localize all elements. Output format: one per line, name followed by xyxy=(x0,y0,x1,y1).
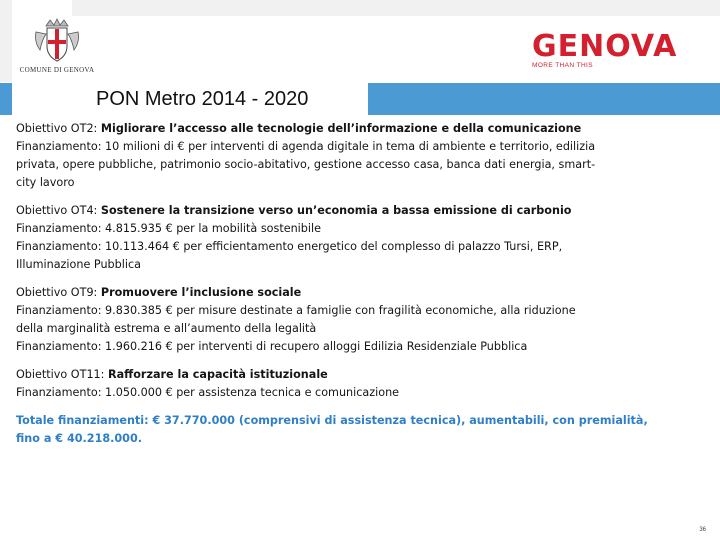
total-funding-line: fino a € 40.218.000. xyxy=(16,432,142,445)
section-ot2 xyxy=(16,120,690,192)
genova-brand-logo xyxy=(532,29,702,72)
objective-label: Obiettivo OT2: xyxy=(16,122,101,135)
left-decorative-bar xyxy=(0,0,12,82)
slide-title: PON Metro 2014 - 2020 xyxy=(96,88,309,110)
section-ot4 xyxy=(16,202,690,274)
objective-heading: Sostenere la transizione verso un’economia a bassa emissione di carbonio xyxy=(100,204,572,217)
objective-line xyxy=(16,366,690,384)
funding-line: Finanziamento: 1.050.000 € per assistenza tecnica e comunicazione xyxy=(16,386,400,399)
objective-line xyxy=(16,202,690,220)
objective-heading: Promuovere l’inclusione sociale xyxy=(100,286,302,299)
funding-line: Finanziamento: 10.113.464 € per efficientamento energetico del complesso di palazzo Tursi, ERP, xyxy=(16,240,563,253)
objective-heading: Migliorare l’accesso alle tecnologie dell’informazione e della comunicazione xyxy=(100,122,582,135)
genova-logo-word: GENOVA xyxy=(532,29,678,64)
genova-logo-tagline: MORE THAN THIS xyxy=(532,62,593,69)
total-funding-line: Totale finanziamenti: € 37.770.000 (comprensivi di assistenza tecnica), aumentabili, con premialità, xyxy=(16,414,648,427)
funding-line: della marginalità estrema e all’aumento della legalità xyxy=(16,322,317,335)
objective-label: Obiettivo OT9: xyxy=(16,286,101,299)
funding-line: Illuminazione Pubblica xyxy=(16,258,141,271)
total-funding xyxy=(16,412,690,448)
coat-of-arms-icon xyxy=(32,18,82,64)
objective-heading: Rafforzare la capacità istituzionale xyxy=(108,368,328,381)
funding-line: Finanziamento: 10 milioni di € per interventi di agenda digitale in tema di ambiente e territorio, edilizia xyxy=(16,140,596,153)
funding-line: Finanziamento: 4.815.935 € per la mobilità sostenibile xyxy=(16,222,321,235)
objective-label: Obiettivo OT4: xyxy=(16,204,101,217)
comune-di-genova-logo xyxy=(14,18,100,80)
page-number: 36 xyxy=(699,527,706,533)
section-ot9 xyxy=(16,284,690,356)
slide-content xyxy=(16,120,690,448)
objective-line xyxy=(16,284,690,302)
objective-label: Obiettivo OT11: xyxy=(16,368,109,381)
comune-logo-text: COMUNE DI GENOVA xyxy=(19,66,95,74)
funding-line: Finanziamento: 9.830.385 € per misure destinate a famiglie con fragilità economiche, alla riduzione xyxy=(16,304,576,317)
funding-line: Finanziamento: 1.960.216 € per interventi di recupero alloggi Edilizia Residenziale Pubblica xyxy=(16,340,528,353)
top-decorative-bar xyxy=(72,0,720,16)
funding-line: city lavoro xyxy=(16,176,75,189)
objective-line xyxy=(16,120,690,138)
section-ot11 xyxy=(16,366,690,402)
funding-line: privata, opere pubbliche, patrimonio socio-abitativo, gestione accesso casa, banca dati energia, smart- xyxy=(16,158,596,171)
